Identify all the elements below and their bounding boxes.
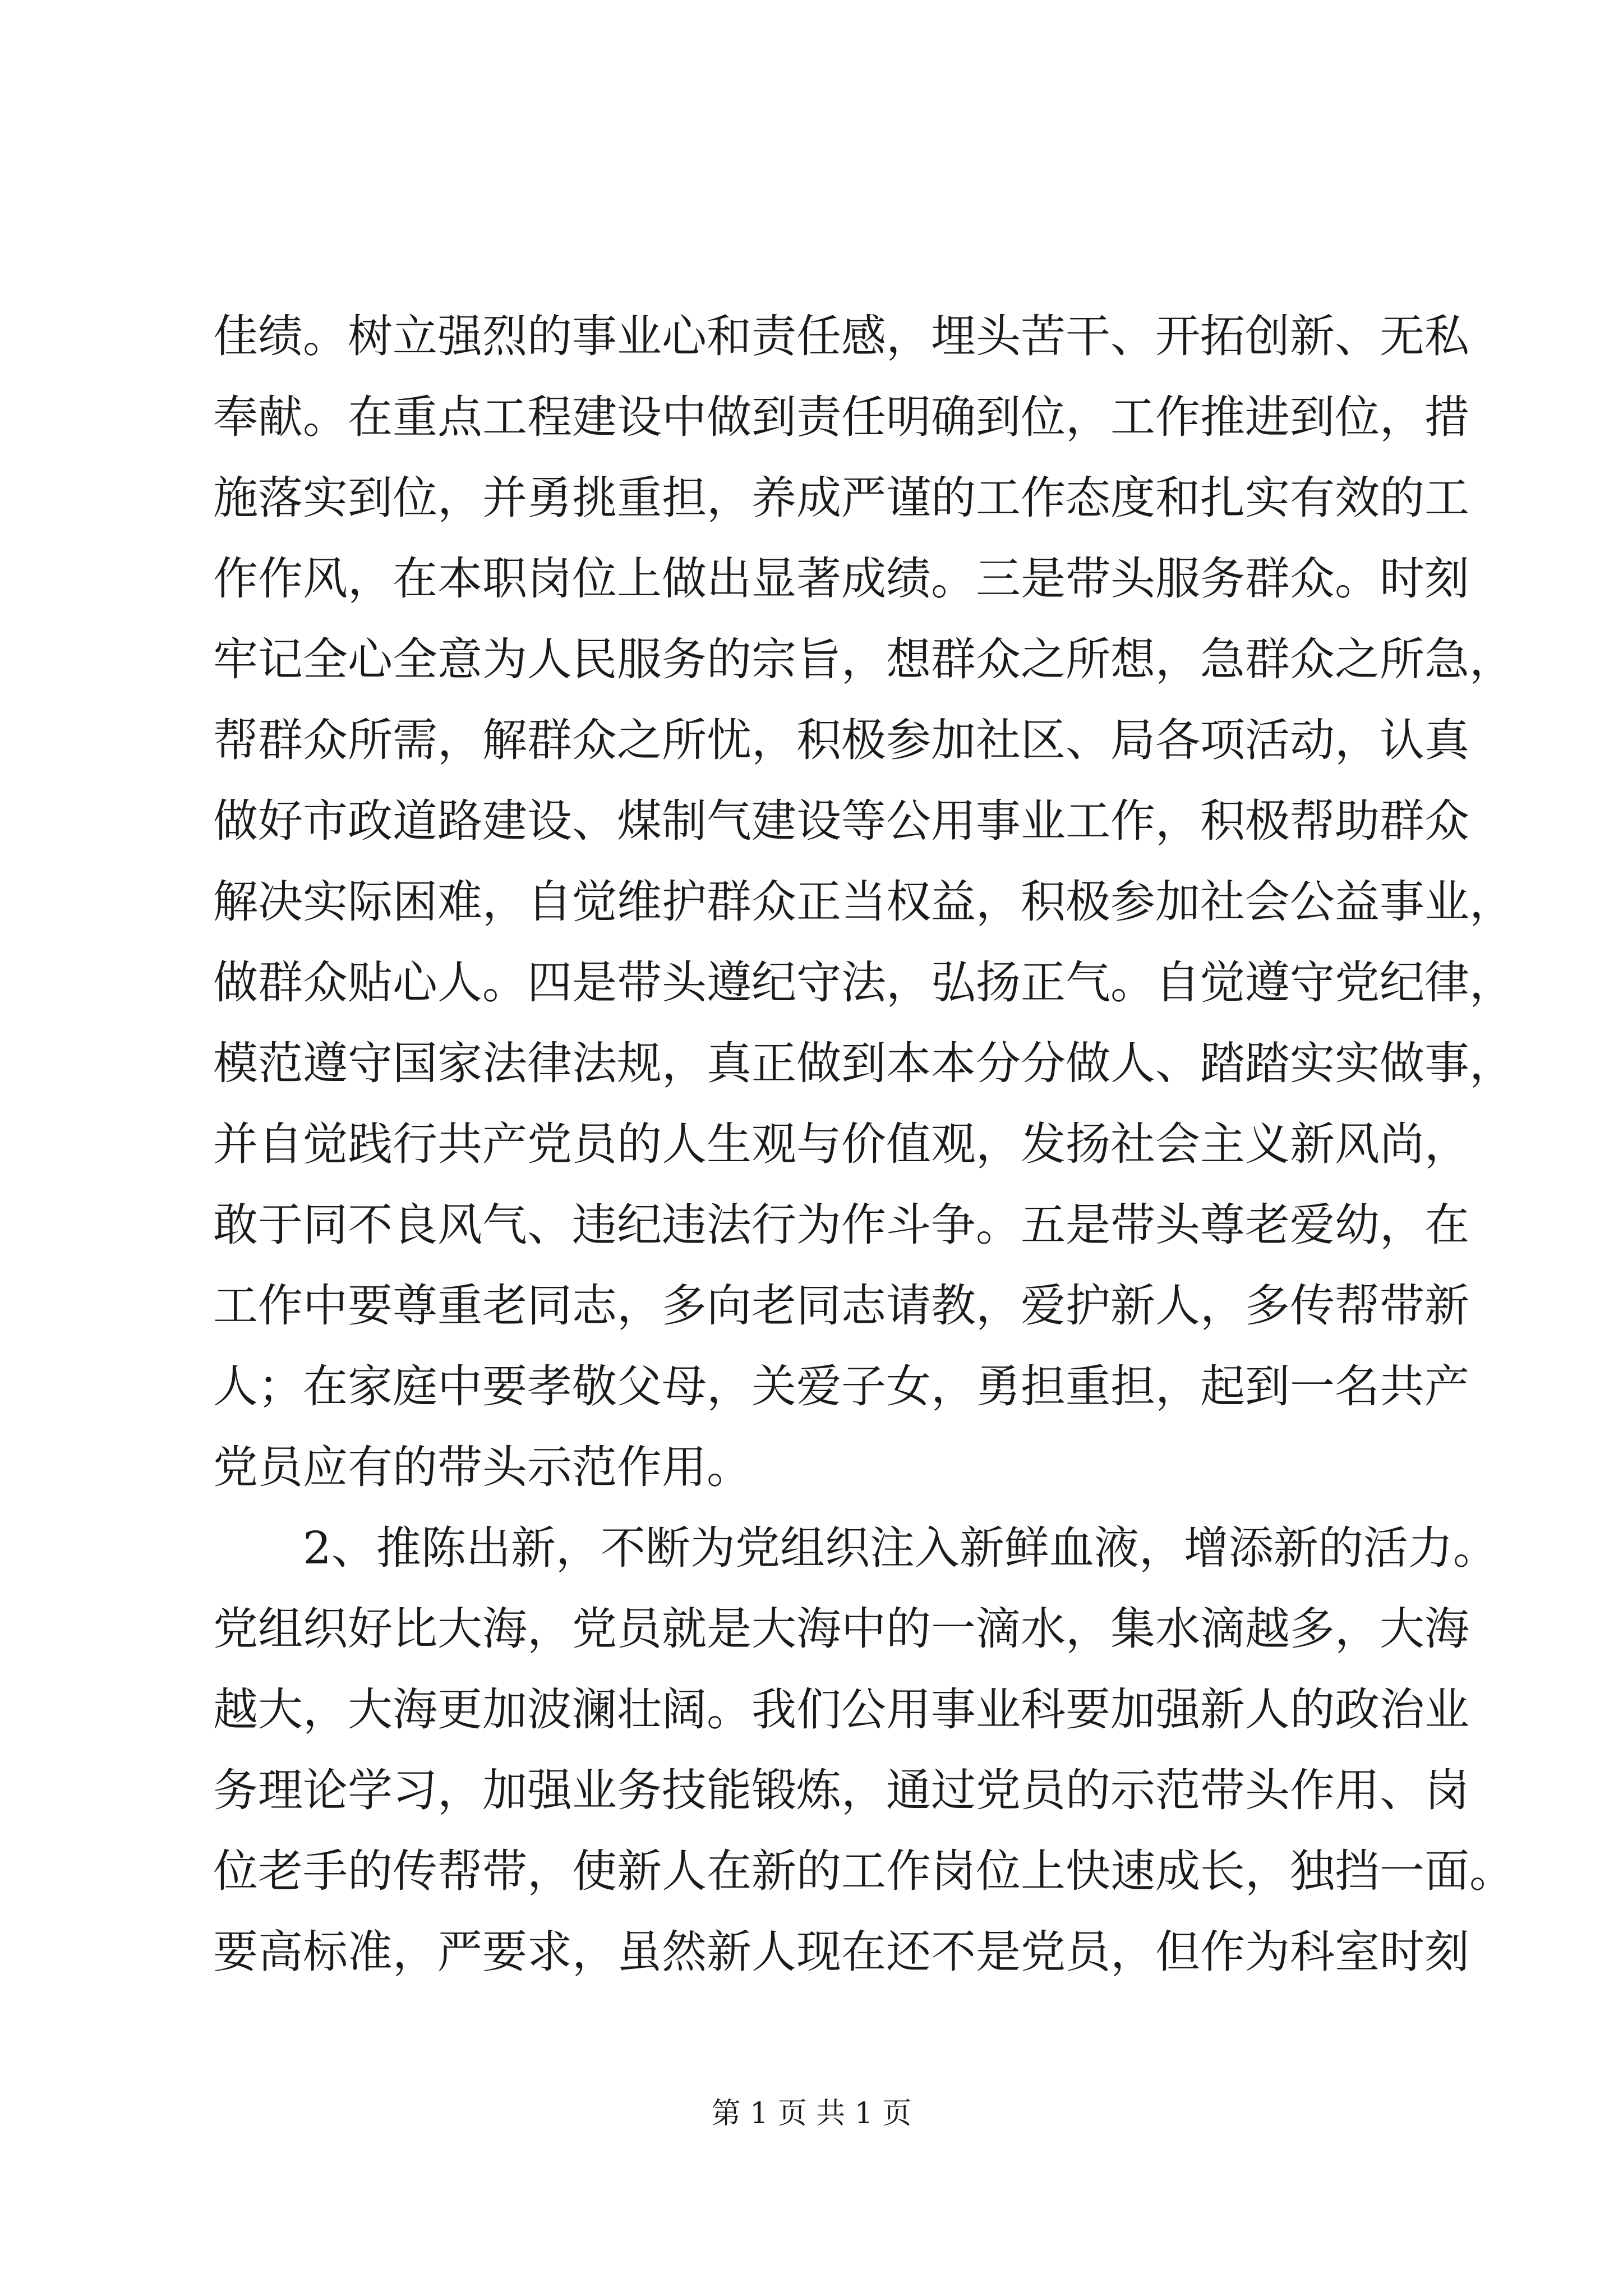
page-footer: 第 1 页 共 1 页 [711, 2097, 912, 2131]
text-line: 模范遵守国家法律法规，真正做到本本分分做人、踏踏实实做事， [213, 1037, 1514, 1089]
text-line: 越大，大海更加波澜壮阔。我们公用事业科要加强新人的政治业 [213, 1683, 1469, 1736]
text-line: 人；在家庭中要孝敬父母，关爱子女，勇担重担，起到一名共产 [213, 1360, 1469, 1412]
text-line: 务理论学习，加强业务技能锻炼，通过党员的示范带头作用、岗 [213, 1764, 1469, 1816]
text-line: 佳绩。树立强烈的事业心和责任感，埋头苦干、开拓创新、无私 [213, 310, 1469, 362]
text-line: 党组织好比大海，党员就是大海中的一滴水，集水滴越多，大海 [213, 1603, 1469, 1655]
text-line: 敢于同不良风气、违纪违法行为作斗争。五是带头尊老爱幼，在 [213, 1199, 1469, 1251]
text-line: 要高标准，严要求，虽然新人现在还不是党员，但作为科室时刻 [213, 1926, 1469, 1978]
paragraph-end-line: 党员应有的带头示范作用。 [213, 1441, 751, 1493]
text-line: 帮群众所需，解群众之所忧，积极参加社区、局各项活动，认真 [213, 714, 1469, 766]
text-line: 并自觉践行共产党员的人生观与价值观，发扬社会主义新风尚， [213, 1118, 1469, 1170]
text-line: 牢记全心全意为人民服务的宗旨，想群众之所想，急群众之所急， [213, 633, 1514, 685]
text-line: 作作风，在本职岗位上做出显著成绩。三是带头服务群众。时刻 [213, 553, 1469, 605]
text-line: 做好市政道路建设、煤制气建设等公用事业工作，积极帮助群众 [213, 795, 1469, 847]
text-line: 奉献。在重点工程建设中做到责任明确到位，工作推进到位，措 [213, 391, 1469, 443]
text-line: 施落实到位，并勇挑重担，养成严谨的工作态度和扎实有效的工 [213, 472, 1469, 524]
document-body [213, 296, 1514, 1993]
text-line: 位老手的传帮带，使新人在新的工作岗位上快速成长，独挡一面。 [213, 1845, 1514, 1897]
text-line: 工作中要尊重老同志，多向老同志请教，爱护新人，多传帮带新 [213, 1280, 1469, 1332]
text-line: 做群众贴心人。四是带头遵纪守法，弘扬正气。自觉遵守党纪律， [213, 956, 1514, 1009]
paragraph-first-line: 2、推陈出新，不断为党组织注入新鲜血液，增添新的活力。 [303, 1522, 1498, 1574]
text-line: 解决实际困难，自觉维护群众正当权益，积极参加社会公益事业， [213, 876, 1514, 928]
